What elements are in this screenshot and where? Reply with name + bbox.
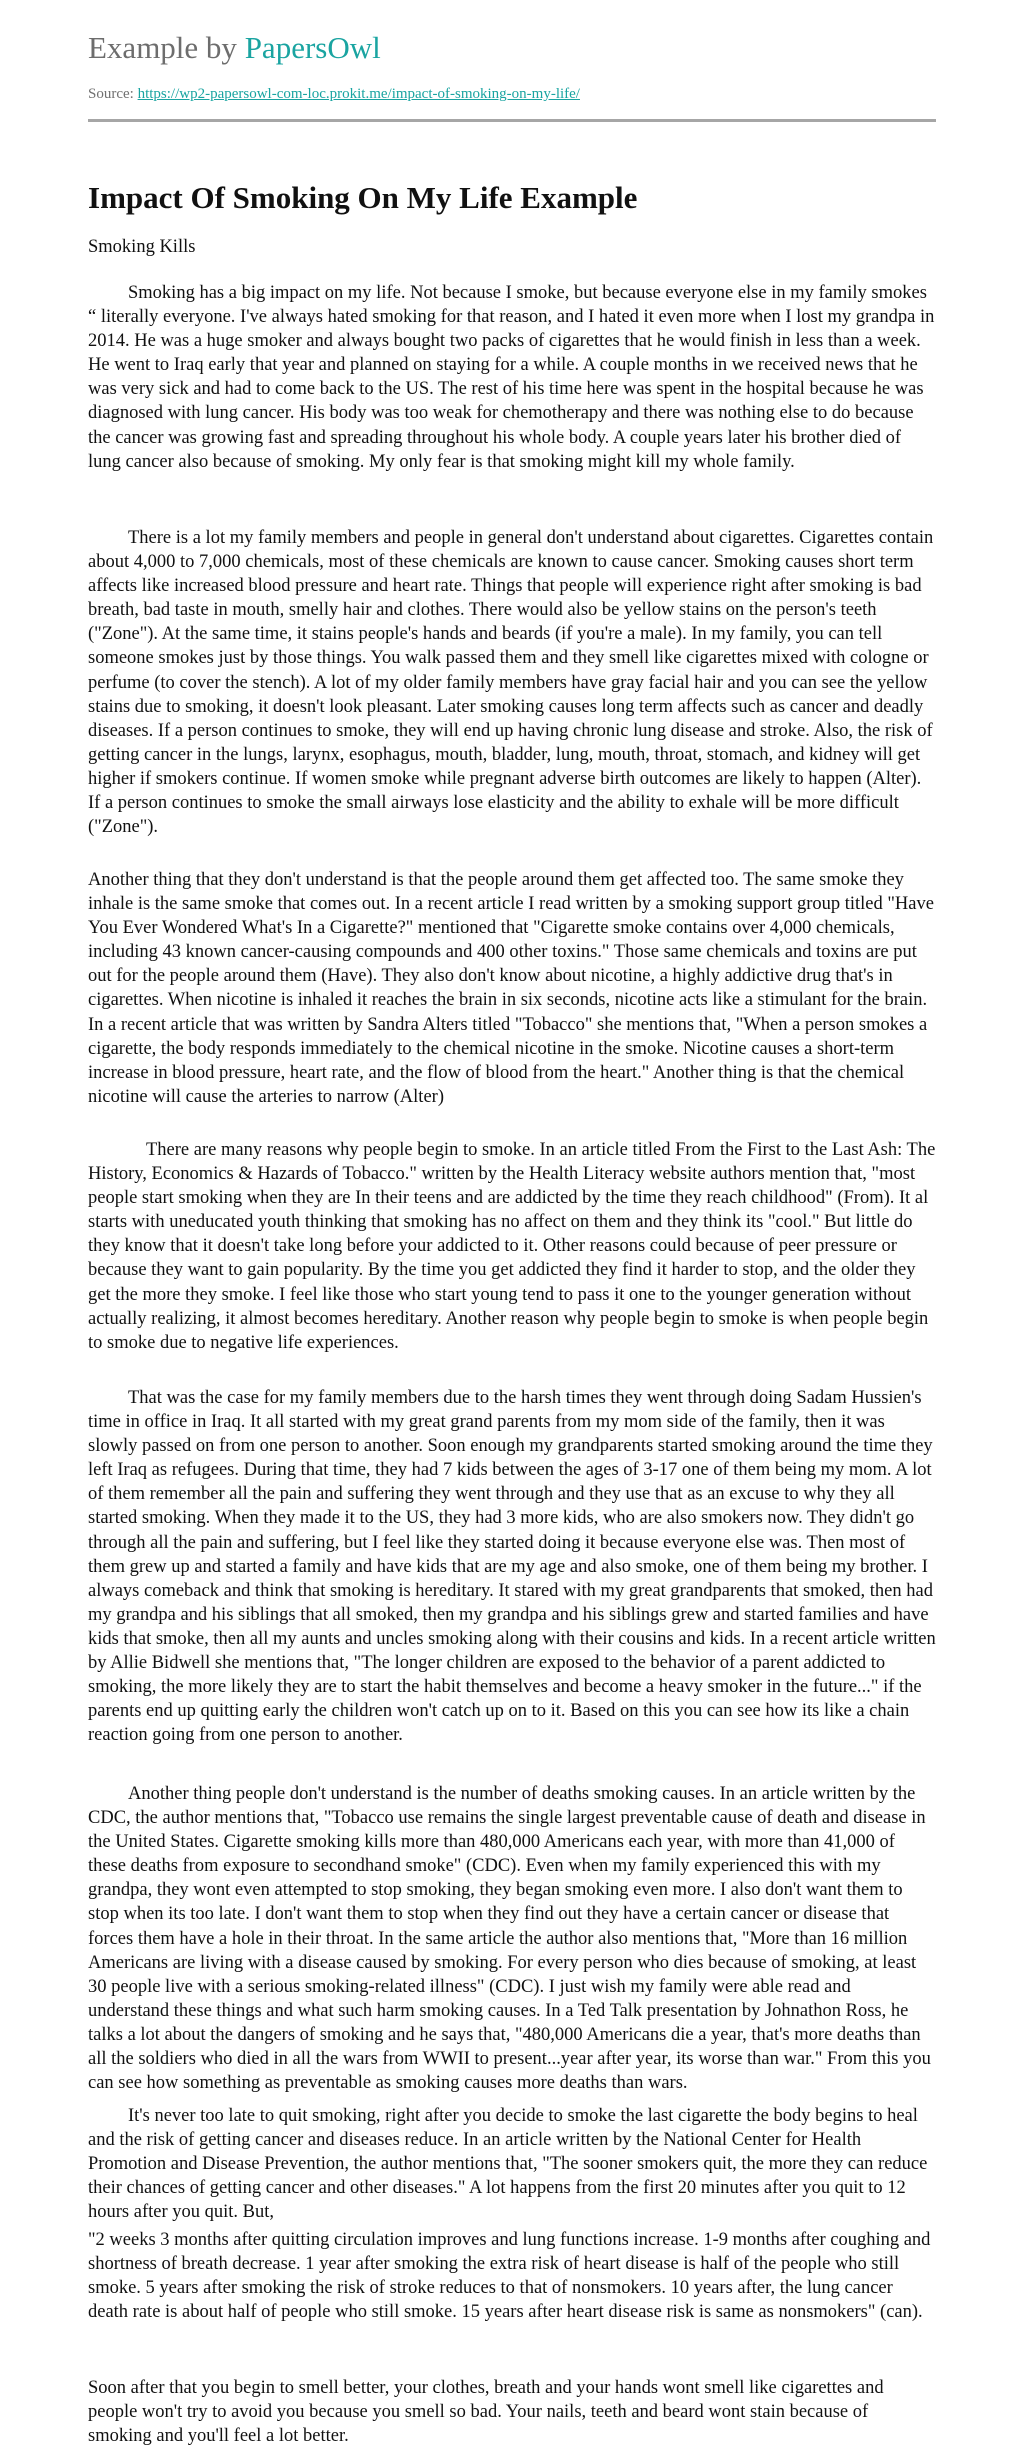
block-quote: "2 weeks 3 months after quitting circulation improves and lung functions increase. 1-9 months after coughing and shortness of breath decrease. 1 year after smoking the extra risk of heart disease is half of the people who still smoke. 5 years after smoking the risk of stroke reduces to that of nonsmokers. 10 years after, the lung cancer death rate is about half of people who still smoke. 15 years after heart disease risk is same as nonsmokers" (can). [88, 2230, 931, 2323]
paragraph-5: That was the case for my family members due to the harsh times they went through doing Sadam Hussien's time in office in Iraq. It all started with my great grand parents from my mom side of the family, then it was slowly passed on from one person to another. Soon enough my grandparents started smoking around the time they left Iraq as refugees. During that time, they had 7 kids between the ages of 3-17 one of them being my mom. A lot of them remember all the pain and suffering they went through and they use that as an excuse to why they all started smoking. When they made it to the US, they had 3 more kids, who are also smokers now. They didn't go through all the pain and suffering, but I feel like they started doing it because everyone else was. Then most of them grew up and started a family and have kids that are my age and also smoke, one of them being my brother. I always comeback and think that smoking is hereditary. It stared with my great grandparents that smoked, then had my grandpa and his siblings that all smoked, then my grandpa and his siblings grew and started families and have kids that smoke, then all my aunts and uncles smoking along with their cousins and kids. In a recent article written by Allie Bidwell she mentions that, "The longer children are exposed to the behavior of a parent addicted to smoking, the more likely they are to start the habit themselves and become a heavy smoker in the future..." if the parents end up quitting early the children won't catch up on to it. Based on this you can see how its like a chain reaction going from one person to another. [88, 1388, 936, 1746]
paragraph-4: There are many reasons why people begin to smoke. In an article titled From the First to the Last Ash: The History, Economics & Hazards of Tobacco." written by the Health Literacy website authors mention that, "most people start smoking when they are In their teens and are addicted by the time they reach childhood" (From). It al starts with uneducated youth thinking that smoking has no affect on them and they think its "cool." But little do they know that it doesn't take long before your addicted to it. Other reasons could because of peer pressure or because they want to gain popularity. By the time you get addicted they find it harder to stop, and the older they get the more they smoke. I feel like those who start young tend to pass it one to the younger generation without actually realizing, it almost becomes hereditary. Another reason why people begin to smoke is when people begin to smoke due to negative life experiences. [88, 1140, 936, 1353]
paragraph-3: Another thing that they don't understand is that the people around them get affected too. The same smoke they inhale is the same smoke that comes out. In a recent article I read written by a smoking support group titled "Have You Ever Wondered What's In a Cigarette?" mentioned that "Cigarette smoke contains over 4,000 chemicals, including 43 known cancer-causing compounds and 400 other toxins." Those same chemicals and toxins are put out for the people around them (Have). They also don't know about nicotine, a highly addictive drug that's in cigarettes. When nicotine is inhaled it reaches the brain in six seconds, nicotine acts like a stimulant for the brain. In a recent article that was written by Sandra Alters titled "Tobacco" she mentions that, "When a person smokes a cigarette, the body responds immediately to the chemical nicotine in the smoke. Nicotine causes a short-term increase in blood pressure, heart rate, and the flow of blood from the heart." Another thing is that the chemical nicotine will cause the arteries to narrow (Alter) [88, 870, 934, 1107]
source-url-link[interactable]: https://wp2-papersowl-com-loc.prokit.me/impact-of-smoking-on-my-life/ [137, 86, 580, 102]
source-line [88, 86, 580, 103]
brand-prefix: Example by [88, 30, 245, 65]
brand-header [88, 30, 381, 66]
source-label: Source: [88, 86, 138, 102]
paragraph-1: Smoking has a big impact on my life. Not because I smoke, but because everyone else in my family smokes “ literally everyone. I've always hated smoking for that reason, and I hated it even more when I lost my grandpa in 2014. He was a huge smoker and always bought two packs of cigarettes that he would finish in less than a week. He went to Iraq early that year and planned on staying for a while. A couple months in we received news that he was very sick and had to come back to the US. The rest of his time here was spent in the hospital because he was diagnosed with lung cancer. His body was too weak for chemotherapy and there was nothing else to do because the cancer was growing fast and spreading throughout his whole body. A couple years later his brother died of lung cancer also because of smoking. My only fear is that smoking might kill my whole family. [88, 283, 935, 472]
paragraph-2: There is a lot my family members and people in general don't understand about cigarettes. Cigarettes contain about 4,000 to 7,000 chemicals, most of these chemicals are known to cause cancer. Smoking causes short term affects like increased blood pressure and heart rate. Things that people will experience right after smoking is bad breath, bad taste in mouth, smelly hair and clothes. There would also be yellow stains on the person's teeth ("Zone"). At the same time, it stains people's hands and beards (if you're a male). In my family, you can tell someone smokes just by those things. You walk passed them and they smell like cigarettes mixed with cologne or perfume (to cover the stench). A lot of my older family members have gray facial hair and you can see the yellow stains due to smoking, it doesn't look pleasant. Later smoking causes long term affects such as cancer and deadly diseases. If a person continues to smoke, they will end up having chronic lung disease and stroke. Also, the risk of getting cancer in the lungs, larynx, esophagus, mouth, bladder, lung, mouth, throat, stomach, and kidney will get higher if smokers continue. If women smoke while pregnant adverse birth outcomes are likely to happen (Alter). If a person continues to smoke the small airways lose elasticity and the ability to exhale will be more difficult ("Zone"). [88, 528, 934, 838]
page-title: Impact Of Smoking On My Life Example [88, 180, 638, 215]
paragraph-6: Another thing people don't understand is the number of deaths smoking causes. In an article written by the CDC, the author mentions that, "Tobacco use remains the single largest preventable cause of death and disease in the United States. Cigarette smoking kills more than 480,000 Americans each year, with more than 41,000 of these deaths from exposure to secondhand smoke" (CDC). Even when my family experienced this with my grandpa, they wont even attempted to stop smoking, they began smoking even more. I also don't want them to stop when its too late. I don't want them to stop when they find out they have a certain cancer or disease that forces them have a hole in their throat. In the same article the author also mentions that, "More than 16 million Americans are living with a disease caused by smoking. For every person who dies because of smoking, at least 30 people live with a serious smoking-related illness" (CDC). I just wish my family were able read and understand these things and what such harm smoking causes. In a Ted Talk presentation by Johnathon Ross, he talks a lot about the dangers of smoking and he says that, "480,000 Americans die a year, that's more deaths than all the soldiers who died in all the wars from WWII to present...year after year, its worse than war." From this you can see how something as preventable as smoking causes more deaths than wars. [88, 1784, 931, 2094]
paragraph-7: It's never too late to quit smoking, right after you decide to smoke the last cigarette the body begins to heal and the risk of getting cancer and diseases reduce. In an article written by the National Center for Health Promotion and Disease Prevention, the author mentions that, "The sooner smokers quit, the more they can reduce their chances of getting cancer and other diseases." A lot happens from the first 20 minutes after you quit to 12 hours after you quit. But, [88, 2106, 928, 2223]
header-divider [88, 119, 936, 122]
essay-subtitle: Smoking Kills [88, 237, 196, 257]
brand-name-link[interactable]: PapersOwl [244, 30, 381, 65]
paragraph-8: Soon after that you begin to smell better, your clothes, breath and your hands wont smell like cigarettes and people won't try to avoid you because you smell so bad. Your nails, teeth and beard wont stain because of smoking and you'll feel a lot better. [88, 2378, 884, 2447]
